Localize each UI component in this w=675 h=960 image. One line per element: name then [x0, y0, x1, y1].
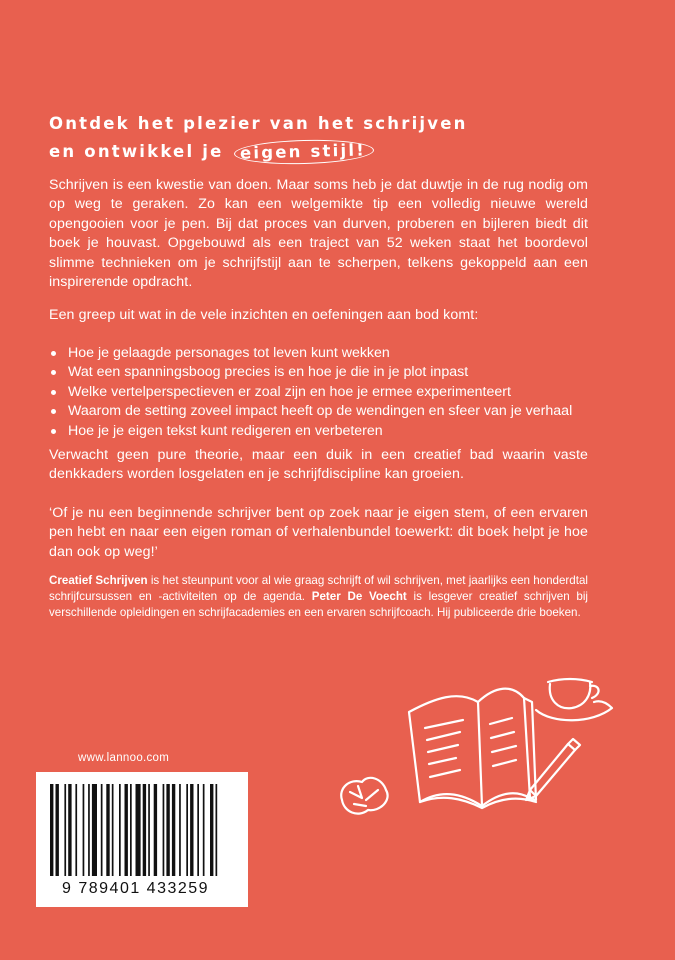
barcode-bar [166, 784, 169, 876]
barcode-bar [119, 784, 121, 876]
barcode-bar [64, 784, 66, 876]
crumpled-paper-doodle [341, 778, 387, 814]
bullet-icon [51, 370, 56, 375]
barcode-bar [112, 784, 114, 876]
list-item: Welke vertelperspectieven er zoal zijn en hoe je ermee experimenteert [49, 383, 609, 402]
list-lead: Een greep uit wat in de vele inzichten en oefeningen aan bod komt: [49, 307, 479, 323]
barcode-bar [172, 784, 175, 876]
barcode-bar [197, 784, 199, 876]
barcode-bar [136, 784, 141, 876]
barcode-bar [125, 784, 128, 876]
barcode-bar [130, 784, 132, 876]
headline-line-2-prefix: en ontwikkel je [49, 142, 232, 161]
barcode-bar [56, 784, 59, 876]
barcode-bar [190, 784, 193, 876]
barcode-bar [75, 784, 77, 876]
about-paragraph: Creatief Schrijven is het steunpunt voor al wie graag schrijft of wil schrijven, met jaarlijks een honderdtal schrijfcursussen en -activiteiten op de agenda. Peter De Voecht is lesgever creatief schrijven bij verschillende opleidingen en schrijfacademies en een ervaren schrijfcoach. Hij publiceerde drie boeken. [49, 574, 588, 619]
circled-phrase: eigen stijl! [234, 138, 375, 166]
open-book-doodle [409, 689, 536, 808]
closing-paragraph: Verwacht geen pure theorie, maar een duik in een creatief bad waarin vaste denkkaders worden losgelaten en je schrijfdiscipline kan groeien. [49, 447, 588, 483]
bullet-icon [51, 429, 56, 434]
author-name: Peter De Voecht [311, 589, 407, 603]
list-item: Waarom de setting zoveel impact heeft op de wendingen en sfeer van je verhaal [49, 402, 609, 421]
list-item: Wat een spanningsboog precies is en hoe je die in je plot inpast [49, 363, 609, 382]
barcode-bar [148, 784, 150, 876]
barcode-bar [143, 784, 146, 876]
headline [49, 110, 609, 166]
list-item: Hoe je gelaagde personages tot leven kunt wekken [49, 344, 609, 363]
barcode [36, 772, 248, 907]
intro-paragraph: Schrijven is een kwestie van doen. Maar soms heb je dat duwtje in de rug nodig om op weg te geraken. Zo kan een welgemikte tip een volledig nieuwe wereld opengooien voor je pen. Bij dat proces van durven, proberen en bijleren biedt dit boek je houvast. Opgebouwd als een traject van 52 weken staat het boordevol slimme technieken om je schrijfstijl aan te scherpen, telkens gekoppeld aan een inspirerende opdracht. [49, 177, 588, 291]
quote-paragraph: ‘Of je nu een beginnende schrijver bent op zoek naar je eigen stem, of een ervaren pen hebt en naar een eigen roman of verhalenbundel toewerkt: dit boek helpt je hoe dan ook op weg!’ [49, 505, 588, 560]
topic-list [49, 344, 609, 441]
bullet-icon [51, 351, 56, 356]
barcode-bar [92, 784, 97, 876]
barcode-bar [68, 784, 71, 876]
isbn-number: 9 789401 433259 [62, 880, 210, 897]
barcode-bar [101, 784, 103, 876]
barcode-bar [186, 784, 188, 876]
barcode-bar [216, 784, 218, 876]
barcode-bar [154, 784, 157, 876]
writing-doodle-illustration [330, 640, 630, 830]
barcode-bar [210, 784, 213, 876]
barcode-bar [179, 784, 181, 876]
teacup-doodle [536, 679, 612, 720]
barcode-bar [106, 784, 109, 876]
barcode-bar [163, 784, 165, 876]
bullet-icon [51, 390, 56, 395]
publisher-url: www.lannoo.com [78, 752, 170, 764]
headline-line-2 [49, 138, 609, 166]
bullet-icon [51, 409, 56, 414]
org-name: Creatief Schrijven [49, 574, 148, 587]
headline-line-1: Ontdek het plezier van het schrijven [49, 114, 468, 133]
barcode-bar [83, 784, 85, 876]
barcode-bar [88, 784, 90, 876]
barcode-bar [50, 784, 53, 876]
barcode-bar [203, 784, 205, 876]
list-item: Hoe je je eigen tekst kunt redigeren en verbeteren [49, 422, 609, 441]
